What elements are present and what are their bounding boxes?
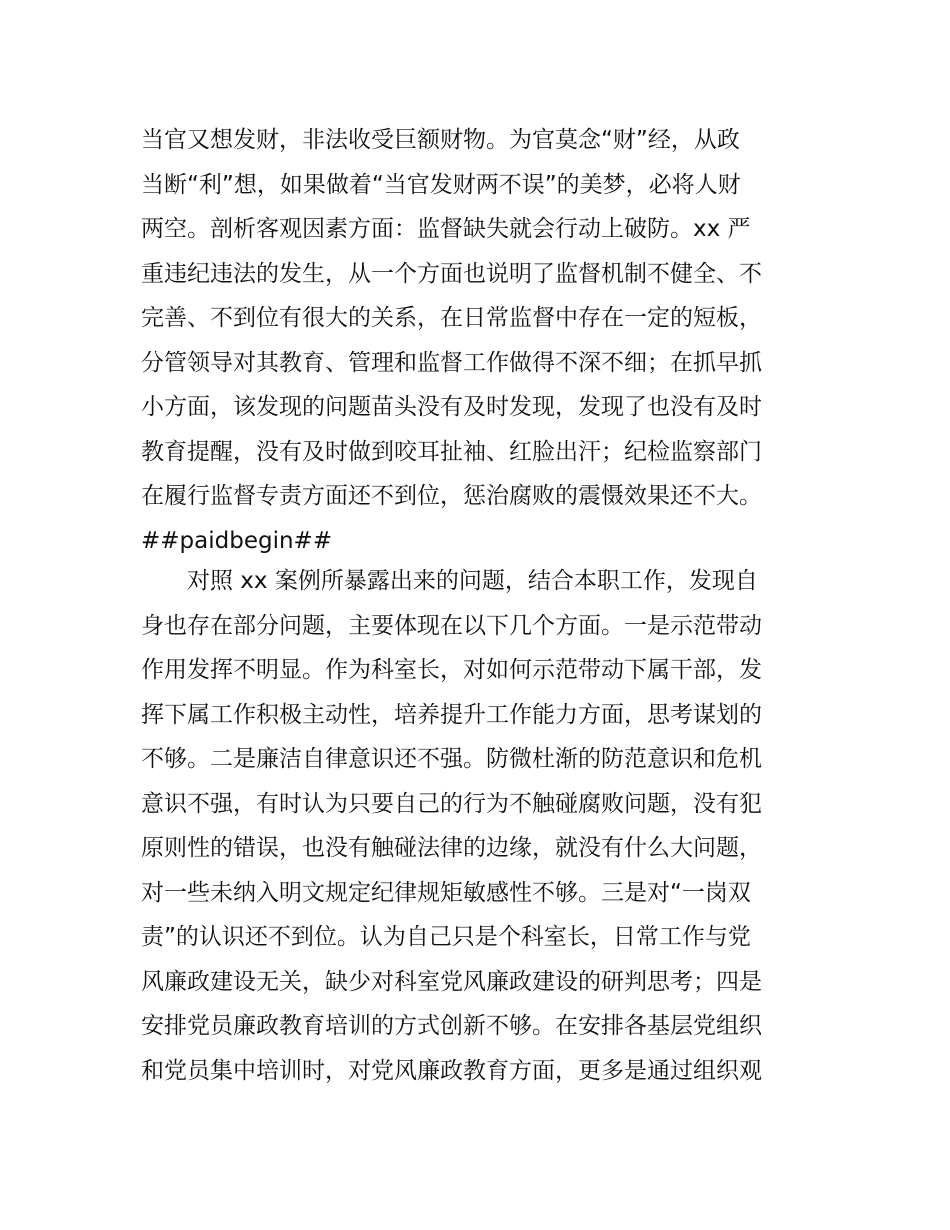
text-line: 重违纪违法的发生，从一个方面也说明了监督机制不健全、不 <box>141 260 762 287</box>
paragraph-continued <box>141 118 821 563</box>
paragraph-self-review <box>141 559 821 1093</box>
text-line: 安排党员廉政教育培训的方式创新不够。在安排各基层党组织 <box>141 1013 762 1039</box>
text-line: 和党员集中培训时，对党风廉政教育方面，更多是通过组织观 <box>141 1057 762 1084</box>
text-line: 分管领导对其教育、管理和监督工作做得不深不细；在抓早抓 <box>141 349 762 376</box>
text-line: 完善、不到位有很大的关系，在日常监督中存在一定的短板， <box>141 305 762 331</box>
text-line: 作用发挥不明显。作为科室长，对如何示范带动下属干部，发 <box>141 657 762 683</box>
text-line: 当官又想发财，非法收受巨额财物。为官莫念“财”经，从政 <box>141 127 740 153</box>
text-line: 责”的认识还不到位。认为自己只是个科室长，日常工作与党 <box>141 924 751 950</box>
text-line: 两空。剖析客观因素方面：监督缺失就会行动上破防。xx 严 <box>141 216 751 242</box>
text-line: 不够。二是廉洁自律意识还不强。防微杜渐的防范意识和危机 <box>141 746 762 772</box>
text-line: 身也存在部分问题，主要体现在以下几个方面。一是示范带动 <box>141 612 762 639</box>
text-line: 在履行监督专责方面还不到位，惩治腐败的震慑效果还不大。 <box>141 483 762 509</box>
text-line: 当断“利”想，如果做着“当官发财两不误”的美梦，必将人财 <box>141 171 741 198</box>
text-line: 教育提醒，没有及时做到咬耳扯袖、红脸出汗；纪检监察部门 <box>141 438 762 465</box>
text-line: 小方面，该发现的问题苗头没有及时发现，发现了也没有及时 <box>141 394 762 420</box>
text-line: 对一些未纳入明文规定纪律规矩敏感性不够。三是对“一岗双 <box>141 879 751 906</box>
text-line: 挥下属工作积极主动性，培养提升工作能力方面，思考谋划的 <box>141 701 762 728</box>
text-line: 意识不强，有时认为只要自己的行为不触碰腐败问题，没有犯 <box>141 790 762 817</box>
text-line: 对照 xx 案例所暴露出来的问题，结合本职工作，发现自 <box>187 568 758 594</box>
text-line: 风廉政建设无关，缺少对科室党风廉政建设的研判思考；四是 <box>141 968 762 995</box>
paid-marker: ##paidbegin## <box>141 527 333 554</box>
text-line: 原则性的错误，也没有触碰法律的边缘，就没有什么大问题， <box>141 835 762 861</box>
